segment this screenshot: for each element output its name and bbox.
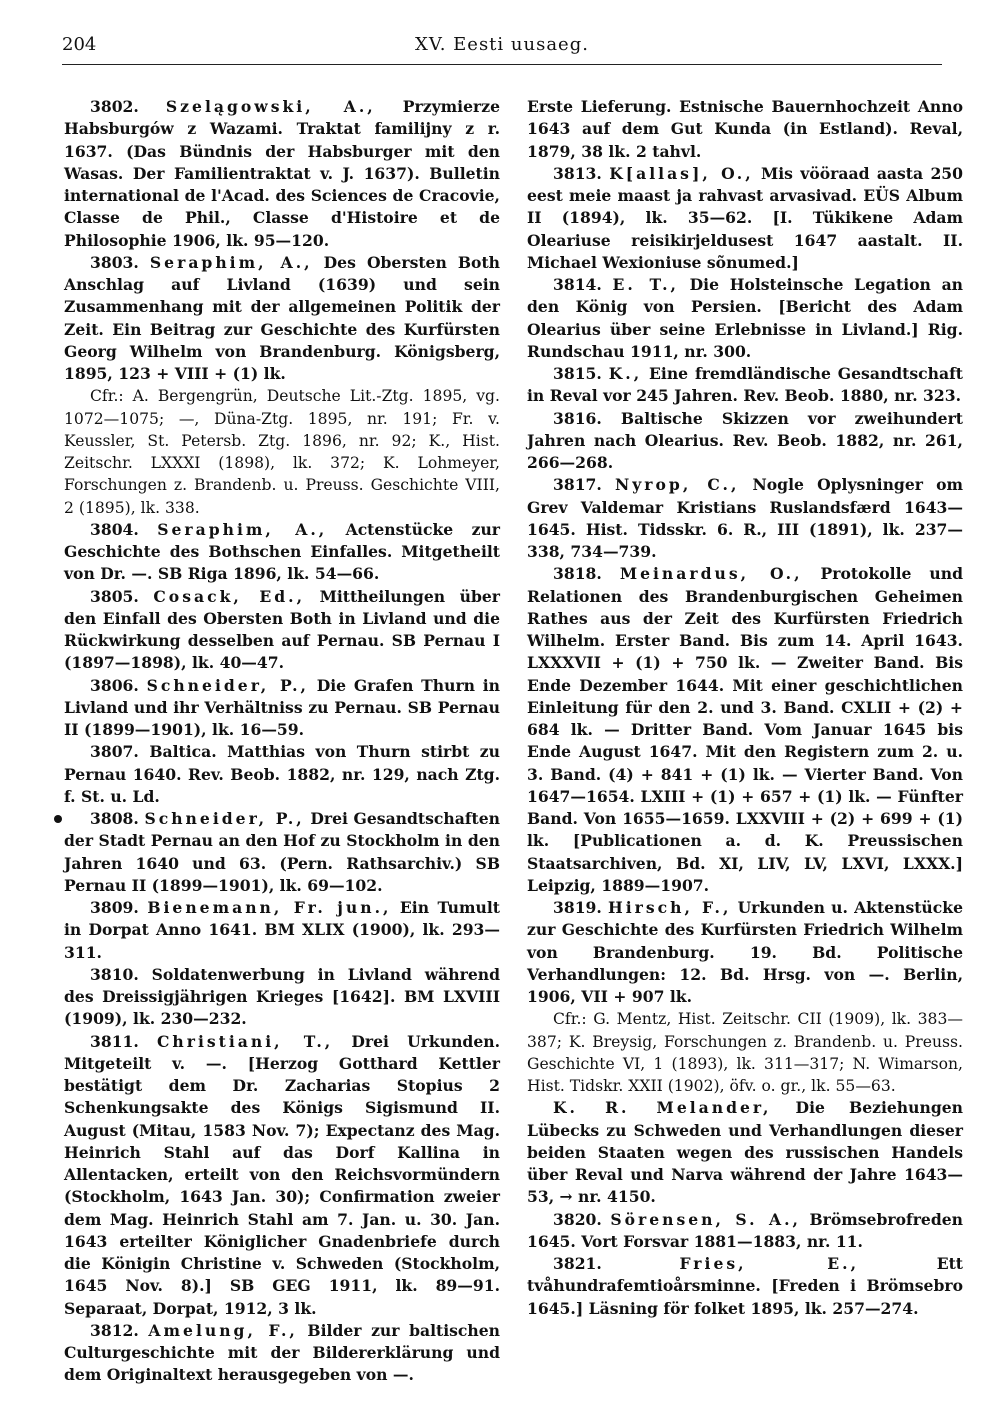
entry-author: K[allas], O., bbox=[609, 163, 754, 183]
entry-number: 3815 bbox=[553, 364, 597, 383]
entry-author: Meinardus, O., bbox=[619, 564, 803, 584]
entry-author: Sörensen, S. A., bbox=[610, 1209, 801, 1229]
entry-number: 3809 bbox=[90, 898, 134, 917]
bibliography-entry: 3804. Seraphim, A., Actenstücke zur Geschichte des Bothschen Einfalles. Mitgetheilt von Dr. —. SB Riga 1896, lk. 54—66. bbox=[64, 519, 500, 584]
entry-author: Christiani, T., bbox=[157, 1031, 334, 1051]
entry-number: 3817 bbox=[553, 475, 597, 495]
entry-author: Nyrop, C., bbox=[614, 475, 740, 495]
right-column bbox=[527, 96, 963, 1320]
bullet-marker-icon bbox=[54, 815, 62, 823]
running-title: XV. Eesti uusaeg. bbox=[415, 34, 589, 55]
entry-number: 3810 bbox=[90, 964, 134, 984]
entry-text: Przymierze Habsburgów z Wazami. Traktat familijny z r. 1637. (Das Bündnis der Habsburger mit den Wasas. Der Familientraktat v. J. 1637). Bulletin international de l'Acad. des Sciences de Cracovie, Classe de Phil., Classe d'Histoire et de Philosophie 1906, lk. 95—120. bbox=[64, 97, 500, 250]
entry-number: 3802 bbox=[90, 97, 134, 116]
bibliography-entry: 3805. Cosack, Ed., Mittheilungen über den Einfall des Obersten Both in Livland und die Rückwirkung desselben auf Pernau. SB Pernau I (1897—1898), lk. 40—47. bbox=[64, 586, 501, 673]
entry-text: Eine fremdländische Gesandtschaft in Reval vor 245 Jahren. Rev. Beob. 1880, nr. 323. bbox=[527, 364, 963, 406]
bibliography-entry: 3806. Schneider, P., Die Grafen Thurn in Livland und ihr Verhältniss zu Pernau. SB Pernau II (1899—1901), lk. 16—59. bbox=[64, 675, 500, 739]
bibliography-entry: 3813. K[allas], O., Mis vööraad aasta 250 eest meie maast ja rahvast arvasivad. EÜS Album II (1894), lk. 35—62. [I. Tükikene Adam Oleariuse reisikirjeldusest 1647 aastalt. II. Michael Wexioniuse sõnumed.] bbox=[527, 163, 964, 272]
bibliography-entry: 3815. K., Eine fremdländische Gesandtschaft in Reval vor 245 Jahren. Rev. Beob. 1880, nr. 323. bbox=[527, 364, 963, 406]
entry-text: Ein Tumult in Dorpat Anno 1641. BM XLIX (1900), lk. 293—311. bbox=[64, 898, 500, 962]
cross-reference-note: Cfr.: A. Bergengrün, Deutsche Lit.-Ztg. 1895, vg. 1072—1075; —, Düna-Ztg. 1895, nr. 191; Fr. v. Keussler, St. Petersb. Ztg. 1896, nr. 92; K., Hist. Zeitschr. LXXXI (1898), lk. 372; K. Lohmeyer, Forschungen z. Brandenb. u. Preuss. Geschichte VIII, 2 (1895), lk. 338. bbox=[64, 387, 500, 517]
entry-text: Soldatenwerbung in Livland während des Dreissigjährigen Krieges [1642]. BM LXVIII (1909), lk. 230—232. bbox=[64, 964, 500, 1029]
entry-author: Hirsch, F., bbox=[607, 898, 732, 917]
entry-author: Bienemann, Fr. jun., bbox=[147, 898, 392, 917]
entry-text: Die Holsteinsche Legation an den König von Persien. [Bericht des Adam Olearius über seine Erlebnisse in Livland.] Rig. Rundschau 1911, nr. 300. bbox=[527, 275, 964, 361]
entry-text: Mittheilungen über den Einfall des Obersten Both in Livland und die Rückwirkung desselben auf Pernau. SB Pernau I (1897—1898), lk. 40—47. bbox=[64, 586, 501, 673]
bibliography-entry: 3811. Christiani, T., Drei Urkunden. Mitgeteilt v. —. [Herzog Gotthard Kettler bestätigt dem Dr. Zacharias Stopius 2 Schenkungsakte des Königs Sigismund II. August (Mitau, 1583 Nov. 7); Expectanz des Mag. Heinrich Stahl auf das Dorf Kallina in Allentacken, erteilt von den Reichsvormündern (Stockholm, 1643 Jan. 30); Confirmation zweier dem Mag. Heinrich Stahl am 7. Jan. u. 30. Jan. 1643 erteilter Königlicher Gnadenbriefe durch die Königin Christine v. Schweden (Stockholm, 1645 Nov. 8).] SB GEG 1911, lk. 89—91. Separaat, Dorpat, 1912, 3 lk. bbox=[64, 1031, 501, 1318]
entry-author: Amelung, F., bbox=[148, 1320, 298, 1340]
entry-text: Des Obersten Both Anschlag auf Livland (1639) und sein Zusammenhang mit der allgemeinen Politik der Zeit. Ein Beitrag zur Geschichte des Kurfürsten Georg Wilhelm von Brandenburg. Königsberg, 1895, 123 + VIII + (1) lk. bbox=[64, 252, 501, 383]
entry-author: K., bbox=[608, 364, 643, 383]
entry-number: 3820 bbox=[553, 1209, 597, 1229]
entry-text: Mis vööraad aasta 250 eest meie maast ja rahvast arvasivad. EÜS Album II (1894), lk. 35—62. [I. Tükikene Adam Oleariuse reisikirjeldusest 1647 aastalt. II. Michael Wexioniuse sõnumed.] bbox=[527, 163, 964, 272]
bibliography-entry bbox=[527, 1097, 963, 1208]
entry-text: Drei Urkunden. Mitgeteilt v. —. [Herzog Gotthard Kettler bestätigt dem Dr. Zacharias Stopius 2 Schenkungsakte des Königs Sigismund II. August (Mitau, 1583 Nov. 7); Expectanz des Mag. Heinrich Stahl auf das Dorf Kallina in Allentacken, erteilt von den Reichsvormündern (Stockholm, 1643 Jan. 30); Confirmation zweier dem Mag. Heinrich Stahl am 7. Jan. u. 30. Jan. 1643 erteilter Königlicher Gnadenbriefe durch die Königin Christine v. Schweden (Stockholm, 1645 Nov. 8).] SB GEG 1911, lk. 89—91. Separaat, Dorpat, 1912, 3 lk. bbox=[64, 1031, 501, 1318]
entry-author: Schneider, P., bbox=[144, 809, 305, 828]
bibliography-entry: 3817. Nyrop, C., Nogle Oplysninger om Grev Valdemar Kristians Ruslandsfærd 1643—1645. Hist. Tidsskr. 6. R., III (1891), lk. 237—338, 734—739. bbox=[527, 475, 964, 561]
entry-author: Cosack, Ed., bbox=[153, 586, 306, 606]
cross-reference-note: Cfr.: G. Mentz, Hist. Zeitschr. CII (1909), lk. 383—387; K. Breysig, Forschungen z. Brandenb. u. Preuss. Geschichte VI, 1 (1893), lk. 311—317; N. Wimarson, Hist. Tidskr. XXII (1902), öfv. o. gr., lk. 55—63. bbox=[527, 1010, 963, 1095]
entry-number: 3811 bbox=[90, 1031, 134, 1051]
entry-text: Ett tvåhundrafemtioårsminne. [Freden i Brömsebro 1645.] Läsning för folket 1895, lk. 257—274. bbox=[527, 1254, 963, 1318]
page-number: 204 bbox=[62, 34, 97, 55]
bibliography-entry: 3819. Hirsch, F., Urkunden u. Aktenstücke zur Geschichte des Kurfürsten Friedrich Wilhelm von Brandenburg. 19. Bd. Politische Verhandlungen: 12. Bd. Hrsg. von —. Berlin, 1906, VII + 907 lk. bbox=[527, 898, 963, 1006]
entry-text: Bilder zur baltischen Culturgeschichte mit der Bildererklärung und dem Originaltext herausgegeben von —. bbox=[64, 1320, 500, 1385]
entry-text: Die Grafen Thurn in Livland und ihr Verhältniss zu Pernau. SB Pernau II (1899—1901), lk. 16—59. bbox=[64, 675, 500, 739]
entry-text: Drei Gesandtschaften der Stadt Pernau an den Hof zu Stockholm in den Jahren 1640 und 63. (Pern. Rathsarchiv.) SB Pernau II (1899—1901), lk. 69—102. bbox=[64, 809, 501, 895]
bibliography-entry: 3812. Amelung, F., Bilder zur baltischen Culturgeschichte mit der Bildererklärung und dem Originaltext herausgegeben von —. bbox=[64, 1320, 500, 1385]
entry-number: 3807 bbox=[90, 742, 134, 762]
entry-text: Actenstücke zur Geschichte des Bothschen Einfalles. Mitgetheilt von Dr. —. SB Riga 1896, lk. 54—66. bbox=[64, 519, 500, 584]
bibliography-entry: 3820. Sörensen, S. A., Brömsebrofreden 1645. Vort Forsvar 1881—1883, nr. 11. bbox=[527, 1209, 963, 1251]
entry-author: Szelągowski, A., bbox=[165, 97, 376, 116]
entry-number: 3816 bbox=[553, 408, 597, 428]
bibliography-entry: 3821. Fries, E., Ett tvåhundrafemtioårsminne. [Freden i Brömsebro 1645.] Läsning för folket 1895, lk. 257—274. bbox=[527, 1254, 963, 1318]
page-header bbox=[62, 34, 942, 65]
bibliography-entry: 3818. Meinardus, O., Protokolle und Relationen des Brandenburgischen Geheimen Rathes aus der Zeit des Kurfürsten Friedrich Wilhelm. Erster Band. Bis zum 14. April 1643. LXXXVII + (1) + 750 lk. — Zweiter Band. Bis Ende Dezember 1644. Mit einer geschichtlichen Einleitung für den 2. und 3. Band. CXLII + (2) + 684 lk. — Dritter Band. Vom Januar 1645 bis Ende August 1647. Mit den Registern zum 2. u. 3. Band. (4) + 841 + (1) lk. — Vierter Band. Von 1647—1654. LXIII + (1) + 657 + (1) lk. — Fünfter Band. Von 1655—1659. LXXVIII + (2) + 699 + (1) lk. [Publicationen a. d. K. Preussischen Staatsarchiven, Bd. XI, LIV, LV, LXVI, LXXX.] Leipzig, 1889—1907. bbox=[527, 564, 963, 895]
entry-number: 3804 bbox=[90, 519, 134, 539]
bibliography-entry: 3807. Baltica. Matthias von Thurn stirbt zu Pernau 1640. Rev. Beob. 1882, nr. 129, nach Ztg. f. St. u. Ld. bbox=[64, 742, 500, 806]
entry-text: Baltische Skizzen vor zweihundert Jahren nach Olearius. Rev. Beob. 1882, nr. 261, 266—268. bbox=[527, 408, 963, 472]
entry-author: Seraphim, A., bbox=[157, 519, 328, 539]
entry-number: 3805 bbox=[90, 586, 134, 606]
entry-continuation: Erste Lieferung. Estnische Bauernhochzeit Anno 1643 auf dem Gut Kunda (in Estland). Reval, 1879, 38 lk. 2 tahvl. bbox=[527, 97, 963, 161]
entry-number: 3808 bbox=[90, 809, 134, 828]
entry-number: 3821 bbox=[553, 1254, 597, 1273]
entry-number: 3813 bbox=[553, 163, 597, 183]
entry-number: 3818 bbox=[553, 564, 597, 584]
entry-number: 3806 bbox=[90, 675, 134, 695]
entry-author: K. R. Melander, bbox=[553, 1098, 772, 1118]
entry-author: E. T., bbox=[612, 275, 679, 294]
entry-number: 3819 bbox=[553, 898, 597, 917]
entry-author: Seraphim, A., bbox=[149, 252, 313, 272]
entry-text: Die Beziehungen Lübecks zu Schweden und Verhandlungen dieser beiden Staaten wegen des russischen Handels über Reval und Narva während der Jahre 1643—53, → nr. 4150. bbox=[527, 1098, 963, 1207]
bibliography-entry: 3809. Bienemann, Fr. jun., Ein Tumult in Dorpat Anno 1641. BM XLIX (1900), lk. 293—311. bbox=[64, 898, 500, 962]
bibliography-entry: 3810. Soldatenwerbung in Livland während des Dreissigjährigen Krieges [1642]. BM LXVIII (1909), lk. 230—232. bbox=[64, 964, 500, 1029]
entry-author: Schneider, P., bbox=[146, 675, 309, 695]
left-column bbox=[64, 96, 500, 1387]
bibliography-entry: 3816. Baltische Skizzen vor zweihundert Jahren nach Olearius. Rev. Beob. 1882, nr. 261, 266—268. bbox=[527, 408, 963, 472]
bibliography-entry: 3808. Schneider, P., Drei Gesandtschaften der Stadt Pernau an den Hof zu Stockholm in den Jahren 1640 und 63. (Pern. Rathsarchiv.) SB Pernau II (1899—1901), lk. 69—102. bbox=[64, 809, 501, 895]
entry-text: Brömsebrofreden 1645. Vort Forsvar 1881—1883, nr. 11. bbox=[527, 1209, 963, 1251]
entry-number: 3814 bbox=[553, 275, 597, 294]
entry-text: Protokolle und Relationen des Brandenburgischen Geheimen Rathes aus der Zeit des Kurfürsten Friedrich Wilhelm. Erster Band. Bis zum 14. April 1643. LXXXVII + (1) + 750 lk. — Zweiter Band. Bis Ende Dezember 1644. Mit einer geschichtlichen Einleitung für den 2. und 3. Band. CXLII + (2) + 684 lk. — Dritter Band. Vom Januar 1645 bis Ende August 1647. Mit den Registern zum 2. u. 3. Band. (4) + 841 + (1) lk. — Vierter Band. Von 1647—1654. LXIII + (1) + 657 + (1) lk. — Fünfter Band. Von 1655—1659. LXXVIII + (2) + 699 + (1) lk. [Publicationen a. d. K. Preussischen Staatsarchiven, Bd. XI, LIV, LV, LXVI, LXXX.] Leipzig, 1889—1907. bbox=[527, 564, 963, 895]
entry-text: Nogle Oplysninger om Grev Valdemar Kristians Ruslandsfærd 1643—1645. Hist. Tidsskr. 6. R., III (1891), lk. 237—338, 734—739. bbox=[527, 475, 964, 561]
entry-author: Fries, E., bbox=[679, 1254, 860, 1273]
entry-text: Baltica. Matthias von Thurn stirbt zu Pernau 1640. Rev. Beob. 1882, nr. 129, nach Ztg. f. St. u. Ld. bbox=[64, 742, 500, 806]
entry-text: Urkunden u. Aktenstücke zur Geschichte des Kurfürsten Friedrich Wilhelm von Brandenburg. 19. Bd. Politische Verhandlungen: 12. Bd. Hrsg. von —. Berlin, 1906, VII + 907 lk. bbox=[527, 898, 963, 1006]
bibliography-entry: 3803. Seraphim, A., Des Obersten Both Anschlag auf Livland (1639) und sein Zusammenhang mit der allgemeinen Politik der Zeit. Ein Beitrag zur Geschichte des Kurfürsten Georg Wilhelm von Brandenburg. Königsberg, 1895, 123 + VIII + (1) lk. bbox=[64, 252, 501, 383]
bibliography-entry: 3814. E. T., Die Holsteinsche Legation an den König von Persien. [Bericht des Adam Olearius über seine Erlebnisse in Livland.] Rig. Rundschau 1911, nr. 300. bbox=[527, 275, 964, 361]
entry-number: 3803 bbox=[90, 252, 134, 272]
bibliography-entry: 3802. Szelągowski, A., Przymierze Habsburgów z Wazami. Traktat familijny z r. 1637. (Das Bündnis der Habsburger mit den Wasas. Der Familientraktat v. J. 1637). Bulletin international de l'Acad. des Sciences de Cracovie, Classe de Phil., Classe d'Histoire et de Philosophie 1906, lk. 95—120. bbox=[64, 97, 500, 250]
entry-number: 3812 bbox=[90, 1320, 134, 1340]
